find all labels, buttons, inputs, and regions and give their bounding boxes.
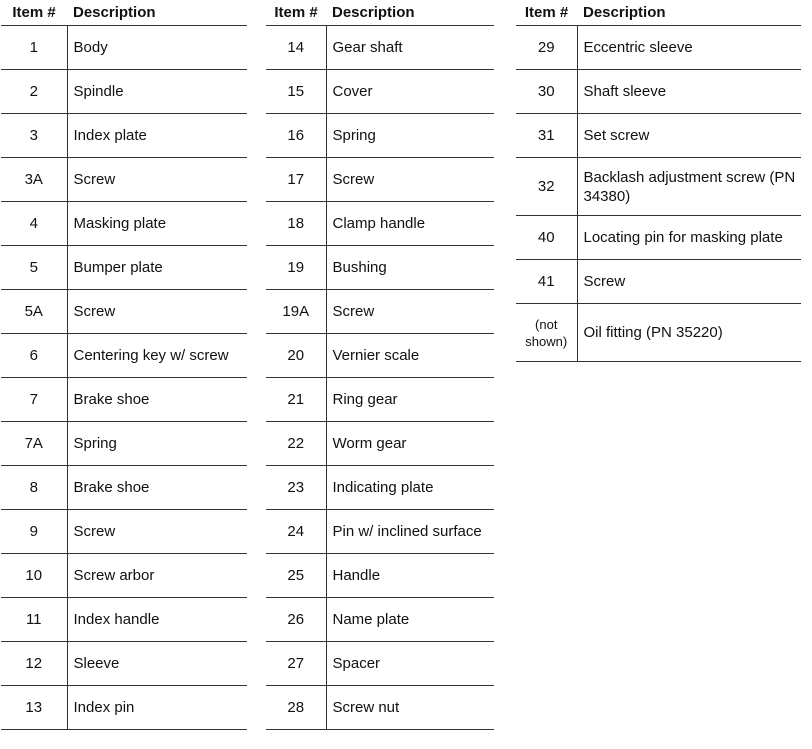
item-number-cell: 28 bbox=[266, 686, 326, 730]
description-cell: Bushing bbox=[326, 246, 494, 290]
description-cell: Spindle bbox=[67, 70, 247, 114]
table-row bbox=[1, 466, 247, 510]
description-cell: Vernier scale bbox=[326, 334, 494, 378]
table-row bbox=[266, 422, 494, 466]
table-row bbox=[266, 510, 494, 554]
description-cell: Backlash adjustment screw (PN 34380) bbox=[577, 158, 801, 216]
table-row bbox=[1, 114, 247, 158]
item-number-cell: 41 bbox=[516, 260, 577, 304]
item-number-cell: 7A bbox=[1, 422, 67, 466]
item-number-cell: 6 bbox=[1, 334, 67, 378]
item-number-cell: 14 bbox=[266, 26, 326, 70]
description-cell: Screw bbox=[67, 158, 247, 202]
description-cell: Screw bbox=[67, 290, 247, 334]
item-number-cell: 27 bbox=[266, 642, 326, 686]
description-cell: Eccentric sleeve bbox=[577, 26, 801, 70]
description-cell: Oil fitting (PN 35220) bbox=[577, 304, 801, 362]
item-number-cell: 8 bbox=[1, 466, 67, 510]
description-cell: Index handle bbox=[67, 598, 247, 642]
table-row bbox=[1, 26, 247, 70]
description-cell: Cover bbox=[326, 70, 494, 114]
table-row bbox=[1, 70, 247, 114]
description-header: Description bbox=[326, 0, 494, 26]
table-row bbox=[266, 642, 494, 686]
item-number-header: Item # bbox=[516, 0, 577, 26]
description-cell: Screw bbox=[67, 510, 247, 554]
description-cell: Gear shaft bbox=[326, 26, 494, 70]
item-number-cell: 18 bbox=[266, 202, 326, 246]
table-row bbox=[266, 334, 494, 378]
item-number-cell: 29 bbox=[516, 26, 577, 70]
parts-table-3 bbox=[516, 0, 801, 362]
table-row bbox=[516, 304, 801, 362]
table-row bbox=[1, 598, 247, 642]
description-cell: Body bbox=[67, 26, 247, 70]
item-number-cell: 19A bbox=[266, 290, 326, 334]
table-row bbox=[1, 642, 247, 686]
table-row bbox=[516, 216, 801, 260]
item-number-cell: 20 bbox=[266, 334, 326, 378]
table-row bbox=[266, 378, 494, 422]
item-number-header: Item # bbox=[1, 0, 67, 26]
description-header: Description bbox=[67, 0, 247, 26]
description-cell: Set screw bbox=[577, 114, 801, 158]
description-cell: Screw nut bbox=[326, 686, 494, 730]
description-cell: Index plate bbox=[67, 114, 247, 158]
item-number-cell: 3A bbox=[1, 158, 67, 202]
item-number-cell: 1 bbox=[1, 26, 67, 70]
item-number-cell: 5A bbox=[1, 290, 67, 334]
table-row bbox=[1, 246, 247, 290]
table-row bbox=[1, 334, 247, 378]
item-number-cell: 19 bbox=[266, 246, 326, 290]
table-row bbox=[1, 202, 247, 246]
description-cell: Spring bbox=[67, 422, 247, 466]
item-number-cell: (not shown) bbox=[516, 304, 577, 362]
description-cell: Name plate bbox=[326, 598, 494, 642]
item-number-cell: 5 bbox=[1, 246, 67, 290]
item-number-cell: 3 bbox=[1, 114, 67, 158]
table-row bbox=[1, 686, 247, 730]
description-cell: Screw bbox=[326, 290, 494, 334]
description-cell: Indicating plate bbox=[326, 466, 494, 510]
item-number-cell: 10 bbox=[1, 554, 67, 598]
description-cell: Screw arbor bbox=[67, 554, 247, 598]
table-row bbox=[266, 686, 494, 730]
item-number-cell: 17 bbox=[266, 158, 326, 202]
item-number-cell: 16 bbox=[266, 114, 326, 158]
table-row bbox=[1, 554, 247, 598]
item-number-cell: 30 bbox=[516, 70, 577, 114]
description-cell: Brake shoe bbox=[67, 466, 247, 510]
description-cell: Locating pin for masking plate bbox=[577, 216, 801, 260]
table-row bbox=[266, 554, 494, 598]
table-row bbox=[266, 290, 494, 334]
table-row bbox=[516, 26, 801, 70]
table-row bbox=[516, 260, 801, 304]
parts-table-2 bbox=[266, 0, 494, 730]
item-number-cell: 11 bbox=[1, 598, 67, 642]
description-cell: Screw bbox=[326, 158, 494, 202]
description-cell: Centering key w/ screw bbox=[67, 334, 247, 378]
table-row bbox=[1, 422, 247, 466]
description-cell: Ring gear bbox=[326, 378, 494, 422]
table-row bbox=[266, 26, 494, 70]
table-row bbox=[516, 158, 801, 216]
table-row bbox=[266, 70, 494, 114]
header-row bbox=[1, 0, 247, 26]
description-cell: Spring bbox=[326, 114, 494, 158]
description-cell: Bumper plate bbox=[67, 246, 247, 290]
description-cell: Handle bbox=[326, 554, 494, 598]
table-row bbox=[266, 246, 494, 290]
description-cell: Sleeve bbox=[67, 642, 247, 686]
item-number-cell: 23 bbox=[266, 466, 326, 510]
item-number-cell: 32 bbox=[516, 158, 577, 216]
description-cell: Spacer bbox=[326, 642, 494, 686]
item-number-cell: 2 bbox=[1, 70, 67, 114]
item-number-cell: 7 bbox=[1, 378, 67, 422]
description-cell: Worm gear bbox=[326, 422, 494, 466]
item-number-header: Item # bbox=[266, 0, 326, 26]
description-cell: Clamp handle bbox=[326, 202, 494, 246]
description-cell: Brake shoe bbox=[67, 378, 247, 422]
item-number-cell: 31 bbox=[516, 114, 577, 158]
item-number-cell: 15 bbox=[266, 70, 326, 114]
item-number-cell: 22 bbox=[266, 422, 326, 466]
table-row bbox=[1, 378, 247, 422]
table-row bbox=[266, 114, 494, 158]
header-row bbox=[266, 0, 494, 26]
description-header: Description bbox=[577, 0, 801, 26]
item-number-cell: 13 bbox=[1, 686, 67, 730]
table-row bbox=[266, 158, 494, 202]
table-row bbox=[516, 70, 801, 114]
item-number-cell: 4 bbox=[1, 202, 67, 246]
item-number-cell: 26 bbox=[266, 598, 326, 642]
table-row bbox=[1, 158, 247, 202]
description-cell: Masking plate bbox=[67, 202, 247, 246]
item-number-cell: 25 bbox=[266, 554, 326, 598]
description-cell: Index pin bbox=[67, 686, 247, 730]
table-row bbox=[266, 202, 494, 246]
item-number-cell: 9 bbox=[1, 510, 67, 554]
header-row bbox=[516, 0, 801, 26]
table-row bbox=[1, 510, 247, 554]
parts-table-1 bbox=[1, 0, 247, 730]
table-row bbox=[516, 114, 801, 158]
table-row bbox=[266, 598, 494, 642]
description-cell: Screw bbox=[577, 260, 801, 304]
item-number-cell: 24 bbox=[266, 510, 326, 554]
item-number-cell: 21 bbox=[266, 378, 326, 422]
description-cell: Pin w/ inclined surface bbox=[326, 510, 494, 554]
item-number-cell: 12 bbox=[1, 642, 67, 686]
table-row bbox=[266, 466, 494, 510]
description-cell: Shaft sleeve bbox=[577, 70, 801, 114]
table-row bbox=[1, 290, 247, 334]
item-number-cell: 40 bbox=[516, 216, 577, 260]
